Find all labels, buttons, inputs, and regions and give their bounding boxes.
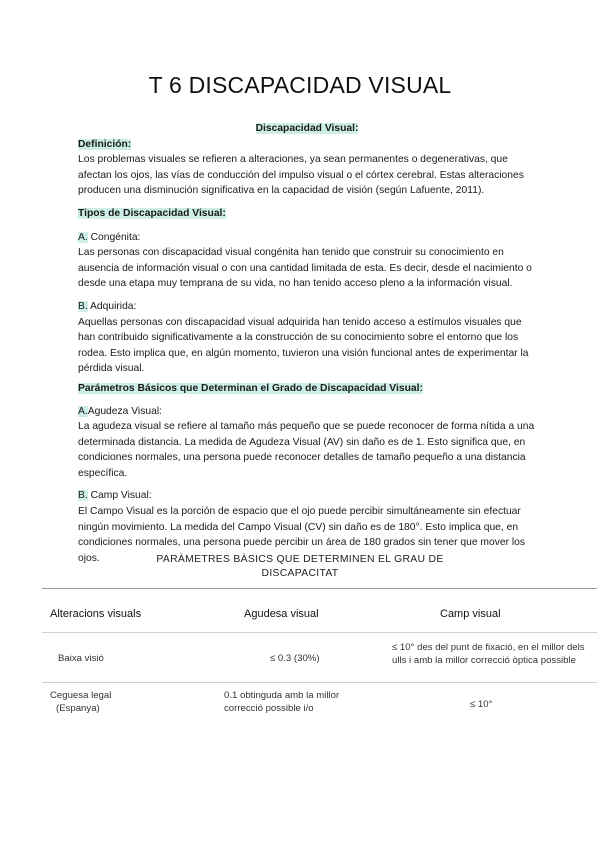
definition-label-wrap	[78, 137, 536, 153]
type-b-text: Aquellas personas con discapacidad visual adquirida han tenido acceso a estímulos visuales que han contribuido significativamente a la construcción de su conocimiento sobre el entorno que los rodea. Esto implica que, en algún momento, tuvieron una visión funcional antes de experimentar la pérdida visual.	[78, 316, 529, 375]
section-heading: Discapacidad Visual:	[255, 123, 359, 134]
param-a-text: La agudeza visual se refiere al tamaño más pequeño que se puede reconocer de forma nítida a una determinada distancia. La medida de Agudeza Visual (AV) sin daño es de 1. Esto significa que, en condiciones normales, una persona puede reconocer detalles de tamaño pequeño a una distancia específica.	[78, 421, 535, 479]
row1-camp: ≤ 10° des del punt de fixació, en el millor dels ulls i amb la millor correcció òptica possible	[392, 642, 585, 666]
type-a-letter: A.	[78, 231, 88, 243]
row2-agudesa	[224, 689, 339, 715]
table-header-alteracions: Alteracions visuals	[50, 608, 142, 620]
params-heading: Parámetros Básicos que Determinan el Grado de Discapacidad Visual:	[78, 382, 423, 394]
types-heading: Tipos de Discapacidad Visual:	[78, 207, 226, 219]
param-b-text: El Campo Visual es la porción de espacio que el ojo puede percibir simultáneamente sin efectuar ningún movimiento. La medida del Campo Visual (CV) sin daño es de 180°. Esto implica que, en condiciones normales, una persona puede percibir un área de 180 grados sin tener que mover los ojos.	[78, 506, 526, 564]
param-b-label: Camp Visual:	[90, 490, 152, 502]
type-b-label: Adquirida:	[90, 300, 137, 312]
row2-alteracio	[50, 689, 111, 715]
type-a-label: Congénita:	[90, 231, 141, 243]
param-a-label-line	[78, 404, 536, 420]
types-heading-wrap	[78, 206, 536, 222]
type-a-label-line	[78, 230, 536, 246]
table-header-agudesa: Agudesa visual	[244, 608, 319, 620]
param-b-label-line	[78, 488, 536, 504]
type-b-letter: B.	[78, 300, 88, 312]
section-heading-wrap	[78, 121, 536, 137]
param-a-label: Agudeza Visual:	[87, 405, 162, 417]
param-a-letter: A.	[78, 405, 88, 417]
params-heading-wrap	[78, 381, 536, 397]
table-row-divider	[42, 682, 597, 683]
type-a-text: Las personas con discapacidad visual congénita han tenido que construir su conocimiento en ausencia de información visual o con una cantidad limitada de esta. Es decir, desde el nacimiento o desde una etapa muy temprana de su vida, no han tenido acceso pleno a la información visual.	[78, 247, 532, 290]
row2-alteracio-line2: (Espanya)	[56, 703, 100, 714]
row1-agudesa: ≤ 0.3 (30%)	[270, 653, 320, 664]
param-b-letter: B.	[78, 490, 88, 502]
row2-agudesa-line2: correcció possible i/o	[224, 703, 314, 714]
table-top-border	[42, 588, 597, 589]
row2-alteracio-line1: Ceguesa legal	[50, 690, 112, 701]
table-title	[150, 553, 450, 581]
type-b-label-line	[78, 299, 536, 315]
table-title-line2: DISCAPACITAT	[261, 568, 339, 579]
page-title: T 6 DISCAPACIDAD VISUAL	[148, 72, 452, 98]
document-body	[78, 121, 536, 566]
definition-text: Los problemas visuales se refieren a alteraciones, ya sean permanentes o degenerativas, que afectan los ojos, las vías de conducción del impulso visual o el córtex cerebral. Estas alteraciones producen una disminución significativa en la capacidad de visión (según Lafuente, 2011).	[78, 154, 524, 197]
table-header-divider	[42, 632, 597, 633]
row1-alteracio: Baixa visió	[58, 653, 104, 664]
definition-label: Definición:	[78, 138, 132, 150]
row2-camp: ≤ 10°	[470, 699, 493, 710]
table-header-camp: Camp visual	[440, 608, 501, 620]
table-title-line1: PARÀMETRES BÀSICS QUE DETERMINEN EL GRAU DE	[156, 554, 444, 565]
row2-agudesa-line1: 0.1 obtinguda amb la millor	[224, 690, 340, 701]
